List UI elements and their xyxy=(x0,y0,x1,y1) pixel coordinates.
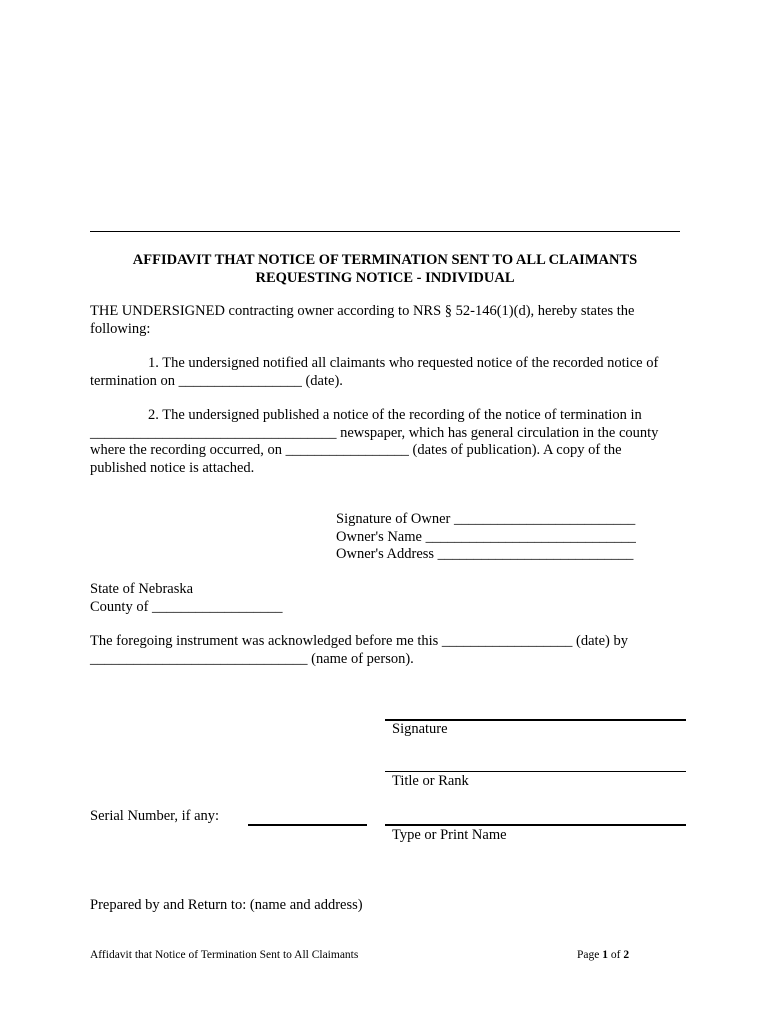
signature-label: Signature xyxy=(392,721,448,737)
title-rank-label: Title or Rank xyxy=(392,773,469,789)
owner-signature-line: Signature of Owner _________________________ xyxy=(336,511,636,527)
footer-left-text: Affidavit that Notice of Termination Sent to All Claimants xyxy=(90,949,359,961)
print-name-label: Type or Print Name xyxy=(392,827,507,843)
owner-signature-block xyxy=(336,511,636,564)
page-indicator xyxy=(577,949,629,961)
title-rank-rule xyxy=(385,771,686,772)
page-prefix: Page xyxy=(577,949,603,961)
serial-number-rule xyxy=(248,824,367,826)
county-line: County of __________________ xyxy=(90,598,283,615)
top-rule xyxy=(90,231,680,232)
page-total: 2 xyxy=(623,949,630,961)
state-line: State of Nebraska xyxy=(90,581,194,597)
document-title xyxy=(90,251,680,287)
item-1-paragraph: 1. The undersigned notified all claimants who requested notice of the recorded notice of termination on _________________ (date). xyxy=(90,355,659,389)
page-current: 1 xyxy=(602,949,608,961)
owner-address-line: Owner's Address ___________________________ xyxy=(336,546,634,562)
acknowledgment-paragraph: The foregoing instrument was acknowledged before me this __________________ (date) by ______________________________ (name of person). xyxy=(90,633,628,667)
serial-number-label: Serial Number, if any: xyxy=(90,808,220,824)
prepared-by-line: Prepared by and Return to: (name and address) xyxy=(90,897,363,913)
intro-paragraph: THE UNDERSIGNED contracting owner according to NRS § 52-146(1)(d), hereby states the following: xyxy=(90,303,635,337)
title-line-1: AFFIDAVIT THAT NOTICE OF TERMINATION SENT TO ALL CLAIMANTS xyxy=(132,252,638,268)
venue-block xyxy=(90,581,680,616)
owner-name-line: Owner's Name _____________________________ xyxy=(336,528,636,545)
title-line-2: REQUESTING NOTICE - INDIVIDUAL xyxy=(255,270,515,286)
page-of: of xyxy=(607,949,624,961)
item-2-paragraph: 2. The undersigned published a notice of the recording of the notice of termination in __________________________________ newspaper, which has general circulation in the county where the recording occurred, on _________________ (dates of publication). A copy of the published notice is attached. xyxy=(90,407,659,476)
print-name-rule xyxy=(385,824,686,826)
